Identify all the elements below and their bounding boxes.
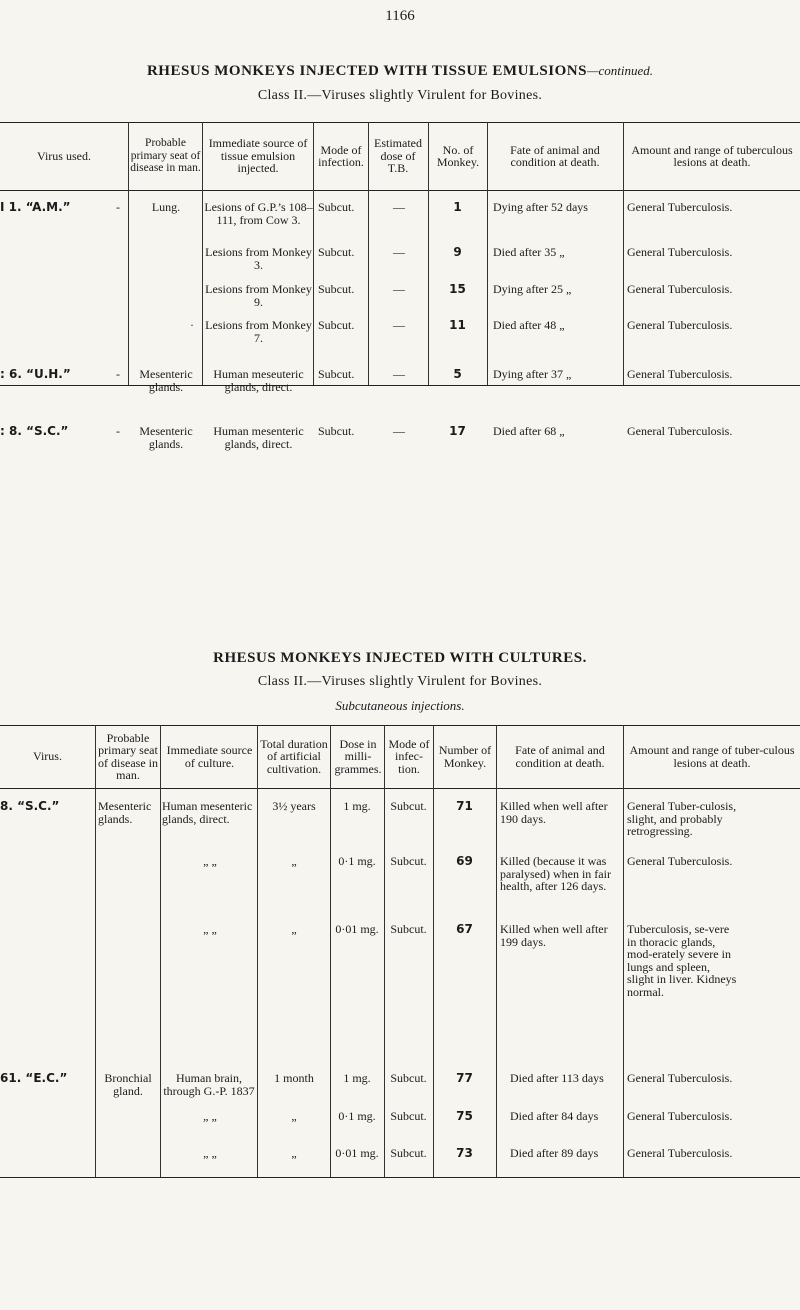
t2-seat: Bronchial gland. xyxy=(104,1071,152,1098)
t2-amount: General Tuberculosis. xyxy=(627,1109,733,1123)
t2-col-sep xyxy=(496,725,497,1177)
t1-fate: Died after 48 „ xyxy=(493,318,565,332)
t2-header-virus: Virus. xyxy=(33,749,62,764)
t2-dose: 1 mg. xyxy=(343,1071,371,1085)
t1-fate: Died after 35 „ xyxy=(493,245,565,259)
t1-header-dose: Estimated dose of T.B. xyxy=(374,136,422,176)
t2-fate: Died after 113 days xyxy=(510,1071,604,1085)
t1-seat: · xyxy=(190,318,194,332)
table2-bottom-rule xyxy=(0,1177,800,1178)
t1-col-sep xyxy=(487,122,488,385)
t1-dose: — xyxy=(393,424,405,438)
t1-mode: Subcut. xyxy=(318,200,355,214)
t1-source: Human mesenteric glands, direct. xyxy=(213,424,304,451)
t1-amount: General Tuberculosis. xyxy=(627,282,733,296)
t2-fate: Killed when well after 199 days. xyxy=(500,922,608,949)
t2-header-dose: Dose in milli-grammes. xyxy=(334,736,382,776)
t2-amount: General Tuberculosis. xyxy=(627,1071,733,1085)
table1-header-rule xyxy=(0,190,800,191)
t2-dose: 1 mg. xyxy=(343,799,371,813)
t1-header-mode: Mode of infection. xyxy=(318,142,364,169)
t2-duration: 1 month xyxy=(274,1071,314,1085)
t1-amount: General Tuberculosis. xyxy=(627,200,733,214)
t2-amount: General Tuberculosis. xyxy=(627,1146,733,1160)
t2-source: „ „ xyxy=(203,854,217,868)
t1-monkey: 11 xyxy=(449,318,466,332)
t1-amount: General Tuberculosis. xyxy=(627,245,733,259)
t2-source: „ „ xyxy=(203,1146,217,1160)
t1-dash: - xyxy=(116,424,120,438)
t2-header-fate: Fate of animal and condition at death. xyxy=(515,743,605,770)
t1-dose: — xyxy=(393,367,405,381)
t1-fate: Dying after 52 days xyxy=(493,200,588,214)
t2-source: Human brain, through G.-P. 1837 xyxy=(163,1071,255,1098)
t1-source: Human meseuteric glands, direct. xyxy=(213,367,304,394)
t1-seat: Mesenteric glands. xyxy=(139,424,193,451)
t2-col-sep xyxy=(95,725,96,1177)
t2-mode: Subcut. xyxy=(390,922,427,936)
t2-dose: 0·01 mg. xyxy=(335,922,379,936)
t2-virus: 61. “E.C.” xyxy=(0,1071,68,1085)
t1-header-virus: Virus used. xyxy=(37,148,91,163)
table1-bottom-rule xyxy=(0,385,800,386)
t2-monkey: 69 xyxy=(456,854,473,868)
t1-header-monkey: No. of Monkey. xyxy=(436,142,480,169)
t1-dose: — xyxy=(393,318,405,332)
t1-amount: General Tuberculosis. xyxy=(627,424,733,438)
t1-mode: Subcut. xyxy=(318,282,355,296)
t2-header-source: Immediate source of culture. xyxy=(166,743,253,770)
t2-header-seat: Probable primary seat of disease in man. xyxy=(98,730,158,782)
t1-source: Lesions from Monkey 7. xyxy=(205,318,312,345)
t1-mode: Subcut. xyxy=(318,367,355,381)
table1-title: RHESUS MONKEYS INJECTED WITH TISSUE EMULSIONS—continued. xyxy=(146,63,654,79)
t2-mode: Subcut. xyxy=(390,1071,427,1085)
t2-col-sep xyxy=(160,725,161,1177)
t2-fate: Killed (because it was paralysed) when in fair health, after 126 days. xyxy=(500,854,611,893)
t1-amount: General Tuberculosis. xyxy=(627,318,733,332)
t2-header-amount: Amount and range of tuber-culous lesions at death. xyxy=(629,743,795,770)
t1-col-sep xyxy=(313,122,314,385)
t2-amount: Tuberculosis, se-vere in thoracic glands, mod-erately severe in lungs and spleen, slight in liver. Kidneys normal. xyxy=(627,922,737,999)
t2-amount: General Tuberculosis. xyxy=(627,854,733,868)
t1-dose: — xyxy=(393,282,405,296)
t2-duration: „ xyxy=(291,1146,297,1160)
t2-monkey: 73 xyxy=(456,1146,473,1160)
t1-source: Lesions from Monkey 9. xyxy=(205,282,312,309)
t2-header-duration: Total duration of artificial cultivation. xyxy=(260,736,328,776)
t2-duration: „ xyxy=(291,922,297,936)
t1-dash: - xyxy=(116,367,120,381)
t2-mode: Subcut. xyxy=(390,799,427,813)
t1-header-amount: Amount and range of tuberculous lesions at death. xyxy=(631,142,793,169)
t1-header-source: Immediate source of tissue emulsion injected. xyxy=(208,136,308,176)
t1-monkey: 1 xyxy=(453,200,462,214)
t2-fate: Died after 84 days xyxy=(510,1109,599,1123)
table2-header-rule xyxy=(0,788,800,789)
t1-monkey: 17 xyxy=(449,424,466,438)
t2-header-monkey: Number of Monkey. xyxy=(438,743,492,770)
t2-mode: Subcut. xyxy=(390,854,427,868)
t2-amount: General Tuber-culosis, slight, and probably retrogressing. xyxy=(627,799,737,838)
t1-dose: — xyxy=(393,245,405,259)
t1-virus: : 8. “S.C.” xyxy=(0,424,69,438)
t2-duration: „ xyxy=(291,1109,297,1123)
t1-virus: : 6. “U.H.” xyxy=(0,367,71,381)
t2-mode: Subcut. xyxy=(390,1146,427,1160)
t1-col-sep xyxy=(623,122,624,385)
t2-dose: 0·01 mg. xyxy=(335,1146,379,1160)
t1-col-sep xyxy=(368,122,369,385)
t1-source: Lesions of G.P.’s 108–111, from Cow 3. xyxy=(204,200,313,227)
t1-dash: - xyxy=(116,200,120,214)
t1-col-sep xyxy=(202,122,203,385)
t2-source: Human mesenteric glands, direct. xyxy=(162,799,253,826)
t1-header-fate: Fate of animal and condition at death. xyxy=(510,142,600,169)
t1-seat: Lung. xyxy=(151,200,181,214)
t2-header-mode: Mode of infec-tion. xyxy=(388,736,430,776)
t2-monkey: 77 xyxy=(456,1071,473,1085)
t2-duration: „ xyxy=(291,854,297,868)
t1-dose: — xyxy=(393,200,405,214)
t1-header-seat: Probable primary seat of disease in man. xyxy=(130,137,201,175)
table2-subtitle: Class II.—Viruses slightly Virulent for Bovines. xyxy=(257,674,543,689)
t1-monkey: 15 xyxy=(449,282,466,296)
t1-monkey: 9 xyxy=(453,245,462,259)
t1-amount: General Tuberculosis. xyxy=(627,367,733,381)
t2-dose: 0·1 mg. xyxy=(338,1109,376,1123)
t2-fate: Killed when well after 190 days. xyxy=(500,799,608,826)
t2-virus: 8. “S.C.” xyxy=(0,799,60,813)
t1-fate: Dying after 37 „ xyxy=(493,367,572,381)
t2-duration: 3½ years xyxy=(272,799,316,813)
t2-fate: Died after 89 days xyxy=(510,1146,599,1160)
page-number: 1166 xyxy=(385,8,415,24)
t1-fate: Died after 68 „ xyxy=(493,424,565,438)
t2-dose: 0·1 mg. xyxy=(338,854,376,868)
t1-mode: Subcut. xyxy=(318,424,355,438)
t1-virus: I 1. “A.M.” xyxy=(0,200,71,214)
table1-subtitle: Class II.—Viruses slightly Virulent for Bovines. xyxy=(257,88,543,103)
table2-italic-subtitle: Subcutaneous injections. xyxy=(335,698,465,713)
table2-title: RHESUS MONKEYS INJECTED WITH CULTURES. xyxy=(213,650,587,666)
t2-seat: Mesenteric glands. xyxy=(98,799,152,826)
t2-monkey: 71 xyxy=(456,799,473,813)
t1-seat: Mesenteric glands. xyxy=(139,367,193,394)
t1-source: Lesions from Monkey 3. xyxy=(205,245,312,272)
t2-monkey: 67 xyxy=(456,922,473,936)
t1-monkey: 5 xyxy=(453,367,462,381)
t1-fate: Dying after 25 „ xyxy=(493,282,572,296)
t2-mode: Subcut. xyxy=(390,1109,427,1123)
t2-source: „ „ xyxy=(203,1109,217,1123)
t2-source: „ „ xyxy=(203,922,217,936)
t1-mode: Subcut. xyxy=(318,318,355,332)
t2-monkey: 75 xyxy=(456,1109,473,1123)
t1-mode: Subcut. xyxy=(318,245,355,259)
